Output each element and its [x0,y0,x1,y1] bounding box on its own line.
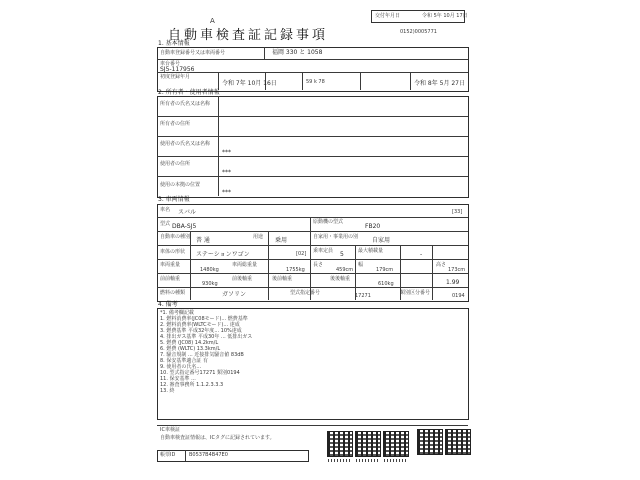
purpose-label: 自家用・事業用の別 [313,234,359,240]
issue-date-value: 令和 5年 10月 17日 [422,13,468,19]
fuel-value: ガソリン [222,291,247,298]
width-value: 179cm [376,267,394,273]
remark-line: 10. 型式指定番号17271 類別0194 [160,370,240,376]
remark-line: 3. 燃費基準 平成32年度... 10%達成 [160,328,242,334]
weight-value: 1480kg [200,267,219,273]
remark-line: 7. 騒音規制 ... 近接排気騒音値 83dB [160,352,244,358]
width-label: 幅 [358,262,364,268]
first-registration-value: 令和 7年 10月 16日 [222,80,277,87]
form-id-value: B0537B4B47E0 [189,452,228,458]
remark-line: 8. 保安基準適合証 有 [160,358,208,364]
body-label: 車体の形状 [160,249,186,255]
max-load-label: 最大積載量 [358,248,384,254]
front-axle-value: 930kg [202,281,218,287]
remark-line: 12. 審査事務所 1.1.2.3.3.3 [160,382,224,388]
ic-notice: 自動車検査証情報は、ICタグに記録されています。 [160,435,275,441]
chassis-label: 車台番号 [160,61,181,67]
document-title: 自動車検査証記録事項 [168,28,329,43]
remark-line: *1. 備考欄記載 [160,310,194,316]
remark-line: 5. 燃費 (JC08) 14.2km/L [160,340,219,346]
engine-label: 原動機の型式 [313,219,344,225]
displacement-value: 1.99 [446,279,460,286]
qr-code-5 [446,430,470,454]
ic-label: IC車検証 [160,427,180,433]
qr-code-3 [384,432,408,456]
fuel-label: 燃料の種類 [160,290,186,296]
base-location-label: 使用の本拠の位置 [160,182,201,188]
capacity-value: 5 [340,251,344,258]
height-value: 173cm [448,267,466,273]
issue-date-box [371,10,468,23]
user-address-value: *** [222,169,231,176]
rr-axle-label: 後後軸重 [330,276,351,282]
registration-label: 自動車登録番号又は車両番号 [160,50,226,56]
user-address-label: 使用者の住所 [160,161,191,167]
gross-weight-value: 1755kg [286,267,305,273]
user-name-value: *** [222,149,231,156]
fwd-axle-label: 前後軸重 [232,276,253,282]
document-number: 0152)0005771 [400,29,437,35]
first-registration-label: 初度登録年月 [160,74,191,80]
mileage-value: 59 k 78 [306,79,325,85]
section-1-title: 1. 基本情報 [158,40,190,47]
remark-line: 6. 燃費 (WLTC) 13.3km/L [160,346,221,352]
rr-axle-value: 610kg [378,281,394,287]
chassis-value: SJ5-117956 [160,66,195,73]
remark-line: 11. 保安基準 ... [160,376,196,382]
class-value: 普 通 [196,237,210,244]
front-axle-label: 前前軸重 [160,276,181,282]
body-code: [02] [296,251,307,257]
rear-axle-label: 後前軸重 [272,276,293,282]
type-approval-label: 型式指定番号 [290,290,321,296]
purpose-value: 自家用 [372,237,391,244]
remark-line: 4. 排出ガス基準 平成30年 ... 低排出ガス [160,334,253,340]
use-label: 用途 [253,234,264,240]
category-label: 類別区分番号 [400,290,431,296]
header-mark: A [210,17,215,25]
use-value: 乗用 [275,237,288,244]
model-value: DBA-SJ5 [172,223,197,230]
form-id-label: 帳票ID [160,452,176,458]
owner-name-label: 所有者の氏名又は名称 [160,101,211,107]
gross-weight-label: 車両総重量 [232,262,258,268]
registration-value: 福岡 330 と 1058 [272,49,323,56]
maker-value: スバル [178,209,197,216]
user-name-label: 使用者の氏名又は名称 [160,141,211,147]
remark-line: 9. 使用者の氏名... [160,364,202,370]
expiry-value: 令和 8年 5月 27日 [414,80,465,87]
remark-line: 13. 終 [160,388,175,394]
qr-code-4 [418,430,442,454]
section-2-title: 2. 所有者・使用者情報 [158,89,220,96]
category-value: 0194 [452,293,465,299]
qr-code-1 [328,432,352,456]
type-approval-value: 17271 [355,293,371,299]
section-4-title: 4. 備考 [158,301,178,308]
max-load-value: - [420,251,423,258]
maker-code: [33] [452,209,463,215]
section-3-title: 3. 車両情報 [158,196,190,203]
qr-code-2 [356,432,380,456]
body-value: ステーションワゴン [196,251,250,258]
length-value: 459cm [336,267,354,273]
remark-line: 2. 燃料消費率(WLTCモード)... 達成 [160,322,240,328]
length-label: 長さ [313,262,324,268]
issue-date-label: 交付年月日 [375,13,401,19]
owner-info-frame [157,96,469,198]
class-label: 自動車の種別 [160,234,191,240]
remark-line: 1. 燃料消費率(JC08モード)... 燃費基準 [160,316,248,322]
height-label: 高さ [436,262,447,268]
model-label: 型式 [160,221,171,227]
form-id-box [157,450,309,462]
engine-value: FB20 [365,223,381,230]
capacity-label: 乗車定員 [313,248,334,254]
owner-address-label: 所有者の住所 [160,121,191,127]
base-location-value: *** [222,189,231,196]
maker-label: 車名 [160,207,171,213]
weight-label: 車両重量 [160,262,181,268]
